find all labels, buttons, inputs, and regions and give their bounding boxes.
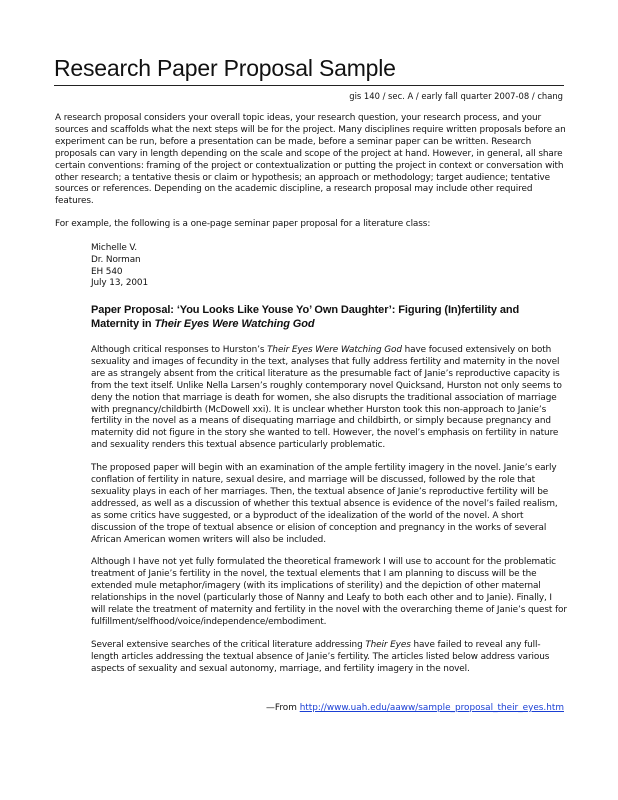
- source-link[interactable]: http://www.uah.edu/aaww/sample_proposal_their_eyes.htm: [299, 703, 564, 713]
- course-info: gis 140 / sec. A / early fall quarter 2007-08 / chang: [349, 91, 563, 101]
- example-intro: For example, the following is a one-page seminar paper proposal for a literature class:: [55, 219, 431, 230]
- proposal-title-italic: Their Eyes Were Watching God: [154, 318, 315, 331]
- p4-italic: Their Eyes: [365, 639, 411, 650]
- sample-proposal: [91, 243, 567, 675]
- p4-text-c: have failed to reveal any full-length articles addressing the textual absence of Janie’s fertility. The articles listed below address various aspects of sexuality and sexual autonomy, marriage, and fertility imagery in the novel.: [91, 639, 550, 674]
- proposal-paragraph-2: The proposed paper will begin with an examination of the ample fertility imagery in the novel. Janie’s early conflation of fertility in nature, sexual desire, and marriage will be discussed, followed by the role that sexuality plays in each of her marriages. Then, the textual absence of Janie’s reproductive fertility will be addressed, as well as a discussion of whether this textual absence is evidence of the novel’s failed realism, as some critics have suggested, or a byproduct of the idealization of the world of the novel. A short discussion of the trope of textual absence or elision of conception and pregnancy in the works of several African American women writers will also be included.: [91, 463, 558, 545]
- course-code: EH 540: [91, 266, 123, 277]
- p1-text-a: Although critical responses to Hurston’s: [91, 344, 268, 355]
- proposal-paragraph-1: [91, 345, 567, 452]
- proposal-paragraph-4: [91, 640, 567, 676]
- proposal-title: [91, 303, 567, 332]
- source-citation: [266, 703, 564, 713]
- student-name: Michelle V.: [91, 243, 137, 254]
- proposal-paragraph-3: Although I have not yet fully formulated the theoretical framework I will use to account for the problematic treatment of Janie’s fertility in the novel, the textual elements that I am planning to discuss will be the extended mule metaphor/imagery (with its implications of sterility) and the depiction of other maternal relationships in the novel (particularly those of Nanny and Leafy to both each other and to Janie). Finally, I will relate the treatment of maternity and fertility in the novel with the overarching theme of Janie’s quest for fulfillment/selfhood/voice/independence/embodiment.: [91, 557, 567, 627]
- address-block: [91, 243, 567, 290]
- intro-paragraph: A research proposal considers your overall topic ideas, your research question, your research process, and your sources and scaffolds what the next steps will be for the project. Many disciplines require written proposals before an experiment can be run, before a presentation can be made, before a seminar paper can be written. Research proposals can vary in length depending on the scale and scope of the project at hand. However, in general, all share certain conventions: framing of the project or contextualization or putting the project in context or conversation with other research; a tentative thesis or claim or hypothesis; an approach or methodology; target audience; tentative sources or references. Depending on the academic discipline, a research proposal may include other required features.: [55, 113, 566, 207]
- proposal-date: July 13, 2001: [91, 278, 149, 289]
- p1-italic: Their Eyes Were Watching God: [267, 344, 402, 355]
- document-body: [55, 113, 567, 676]
- proposal-title-text: Paper Proposal: ‘You Looks Like Youse Yo’ Own Daughter’: Figuring (In)fertility and Maternity in: [91, 303, 520, 331]
- p1-text-c: have focused extensively on both sexuality and images of fecundity in the text, analyses that fully address fertility and maternity in the novel are as strangely absent from the critical literature as the presumable fact of Janie’s reproductive capacity is from the text itself. Unlike Nella Larsen’s roughly contemporary novel Quicksand, Hurston not only seems to deny the notion that marriage is death for women, she also disrupts the traditional association of marriage with pregnancy/childbirth (McDowell xxi). It is unclear whether Hurston took this non-approach to Janie’s fertility in the novel as a means of disequating marriage and childbirth, or simply because pregnancy and maternity did not figure in the story she wanted to tell. However, the novel’s emphasis on fertility in nature and sexuality renders this textual absence particularly problematic.: [91, 344, 562, 451]
- p4-text-a: Several extensive searches of the critical literature addressing: [91, 639, 366, 650]
- instructor-name: Dr. Norman: [91, 254, 141, 265]
- page-title: Research Paper Proposal Sample: [54, 55, 396, 81]
- title-divider: [54, 85, 564, 86]
- source-prefix: —From: [266, 703, 300, 713]
